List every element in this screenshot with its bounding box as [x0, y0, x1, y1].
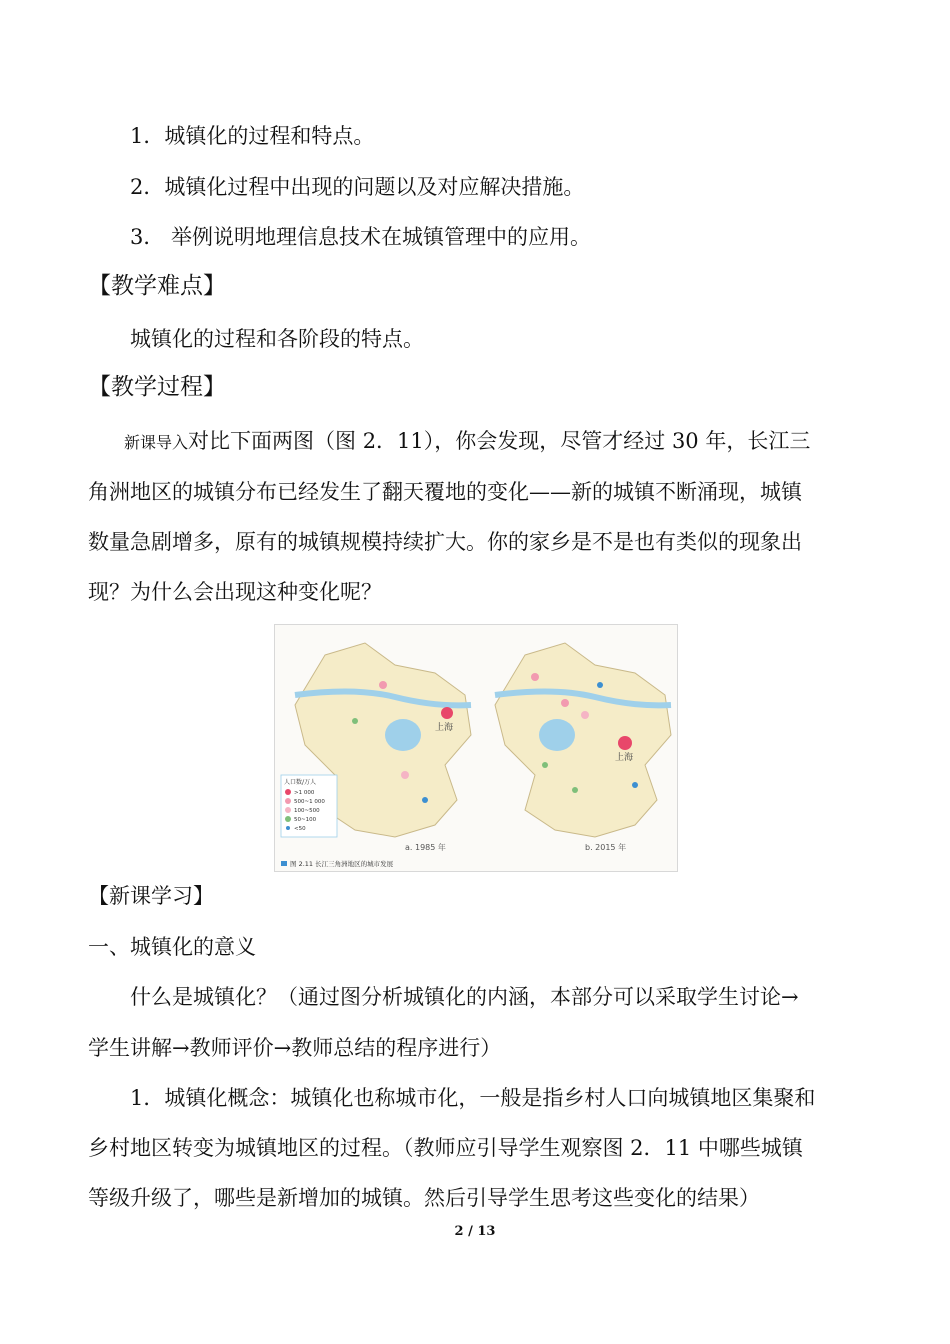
question-line-2: 学生讲解→教师评价→教师总结的程序进行）: [88, 1036, 502, 1060]
legend-label: 50~100: [294, 817, 317, 823]
objective-3: 3． 举例说明地理信息技术在城镇管理中的应用。: [130, 225, 592, 249]
new-lesson-heading: 【新课学习】: [88, 884, 214, 908]
legend-title: 人口数/万人: [284, 779, 317, 786]
city-label-left: 上海: [435, 723, 454, 733]
legend-swatch: [285, 816, 291, 822]
map-label-1985: a. 1985 年: [405, 843, 446, 852]
city-dot: [618, 736, 632, 750]
section1-title: 一、城镇化的意义: [88, 935, 256, 959]
legend-swatch: [285, 789, 291, 795]
legend-label: <50: [294, 826, 306, 832]
intro-line-2: 角洲地区的城镇分布已经发生了翻天覆地的变化——新的城镇不断涌现，城镇: [88, 480, 802, 504]
city-label-right: 上海: [615, 753, 634, 763]
land-2015: [495, 643, 671, 837]
objective-1: 1．城镇化的过程和特点。: [130, 124, 375, 148]
process-heading: 【教学过程】: [88, 374, 226, 400]
intro-lead: 新课导入: [124, 433, 189, 452]
city-dot: [572, 787, 578, 793]
question-line-1: 什么是城镇化？（通过图分析城镇化的内涵，本部分可以采取学生讨论→: [130, 985, 799, 1009]
city-dot: [422, 797, 428, 803]
intro-text-1: 对比下面两图（图 2．11），你会发现，尽管才经过 30 年，长江三: [188, 429, 811, 453]
legend-label: 500~1 000: [294, 799, 325, 805]
page-number: 2 / 13: [454, 1224, 496, 1239]
legend-label: 100~500: [294, 808, 320, 814]
city-dot: [379, 681, 387, 689]
legend-swatch: [285, 798, 291, 804]
concept-line-1: 1．城镇化概念：城镇化也称城市化，一般是指乡村人口向城镇地区集聚和: [130, 1086, 816, 1110]
legend-label: >1 000: [294, 790, 315, 796]
city-dot: [581, 711, 589, 719]
concept-line-3: 等级升级了，哪些是新增加的城镇。然后引导学生思考这些变化的结果）: [88, 1186, 760, 1210]
legend-swatch: [286, 826, 290, 830]
map-2015: [495, 643, 671, 852]
figure-caption: 图 2.11 长江三角洲地区的城市发展: [290, 860, 394, 868]
city-dot: [531, 673, 539, 681]
figure-maps: [275, 625, 677, 871]
concept-line-2: 乡村地区转变为城镇地区的过程。（教师应引导学生观察图 2．11 中哪些城镇: [88, 1136, 803, 1160]
difficulty-text: 城镇化的过程和各阶段的特点。: [130, 327, 424, 351]
intro-line-4: 现？为什么会出现这种变化呢？: [88, 580, 382, 604]
city-dot: [401, 771, 409, 779]
city-dot: [597, 682, 603, 688]
caption-marker: [281, 861, 287, 866]
figure-urban-development: [274, 624, 678, 872]
lake-1985: [385, 719, 421, 751]
objective-2: 2．城镇化过程中出现的问题以及对应解决措施。: [130, 175, 585, 199]
difficulty-heading: 【教学难点】: [88, 273, 226, 299]
city-dot: [352, 718, 358, 724]
legend-swatch: [285, 807, 291, 813]
intro-line-3: 数量急剧增多，原有的城镇规模持续扩大。你的家乡是不是也有类似的现象出: [88, 530, 802, 554]
legend: [281, 775, 337, 837]
intro-line-1: [124, 426, 810, 458]
city-dot: [561, 699, 569, 707]
map-label-2015: b. 2015 年: [585, 843, 627, 852]
city-dot: [632, 782, 638, 788]
city-dot: [542, 762, 548, 768]
city-dot: [441, 707, 453, 719]
lake-2015: [539, 719, 575, 751]
